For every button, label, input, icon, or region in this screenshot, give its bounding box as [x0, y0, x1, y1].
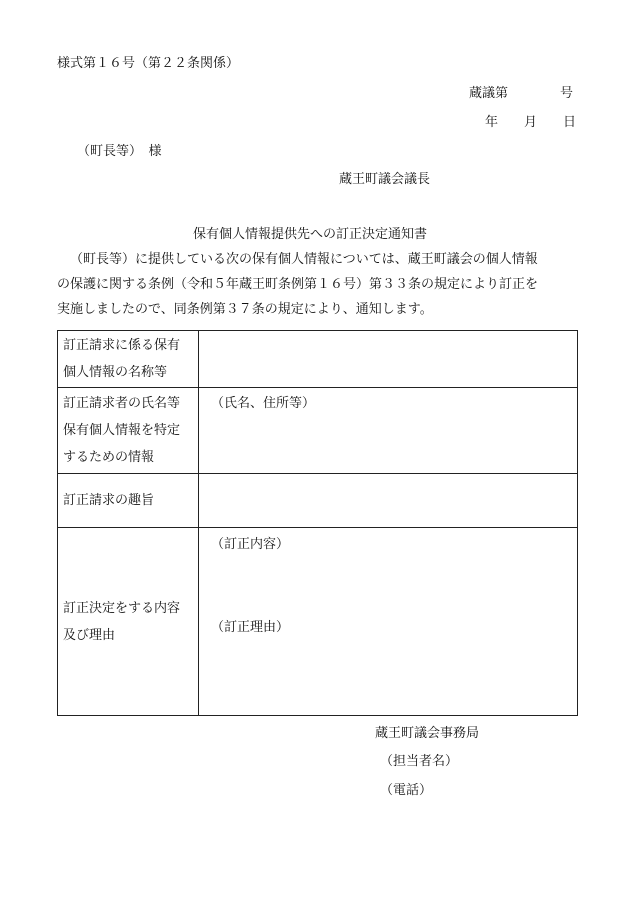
body-line: の保護に関する条例（令和５年蔵王町条例第１６号）第３３条の規定により訂正を [57, 277, 539, 292]
correction-notice-table [57, 330, 578, 716]
body-paragraph [57, 247, 587, 322]
label-request-purpose: 訂正請求の趣旨 [58, 474, 199, 528]
document-title: 保有個人情報提供先への訂正決定通知書 [193, 227, 428, 242]
value-record-name [199, 331, 578, 388]
document-date: 年 月 日 [485, 115, 577, 130]
sender-name: 蔵王町議会議長 [339, 172, 431, 187]
addressee: （町長等） 様 [77, 144, 162, 159]
phone-number: （電話） [380, 783, 433, 798]
value-requester-info [199, 388, 578, 474]
body-line: 実施しましたので、同条例第３７条の規定により、通知します。 [57, 302, 433, 317]
label-record-name: 訂正請求に係る保有 個人情報の名称等 [58, 331, 199, 388]
correction-reason-heading: （訂正理由） [211, 620, 290, 635]
name-address-hint: （氏名、住所等） [211, 396, 316, 411]
table-row [58, 528, 578, 716]
table-row [58, 331, 578, 388]
value-decision-content [199, 528, 578, 716]
contact-person: （担当者名） [380, 754, 459, 769]
form-number: 様式第１６号（第２２条関係） [57, 56, 240, 71]
table-row [58, 388, 578, 474]
label-requester-info: 訂正請求者の氏名等 保有個人情報を特定 するための情報 [58, 388, 199, 474]
table-row [58, 474, 578, 528]
document-number: 蔵議第 号 [469, 86, 574, 101]
value-request-purpose [199, 474, 578, 528]
label-decision-content: 訂正決定をする内容 及び理由 [58, 528, 199, 716]
office-name: 蔵王町議会事務局 [375, 726, 480, 741]
correction-content-heading: （訂正内容） [211, 537, 290, 552]
body-line: （町長等）に提供している次の保有個人情報については、蔵王町議会の個人情報 [70, 252, 538, 267]
